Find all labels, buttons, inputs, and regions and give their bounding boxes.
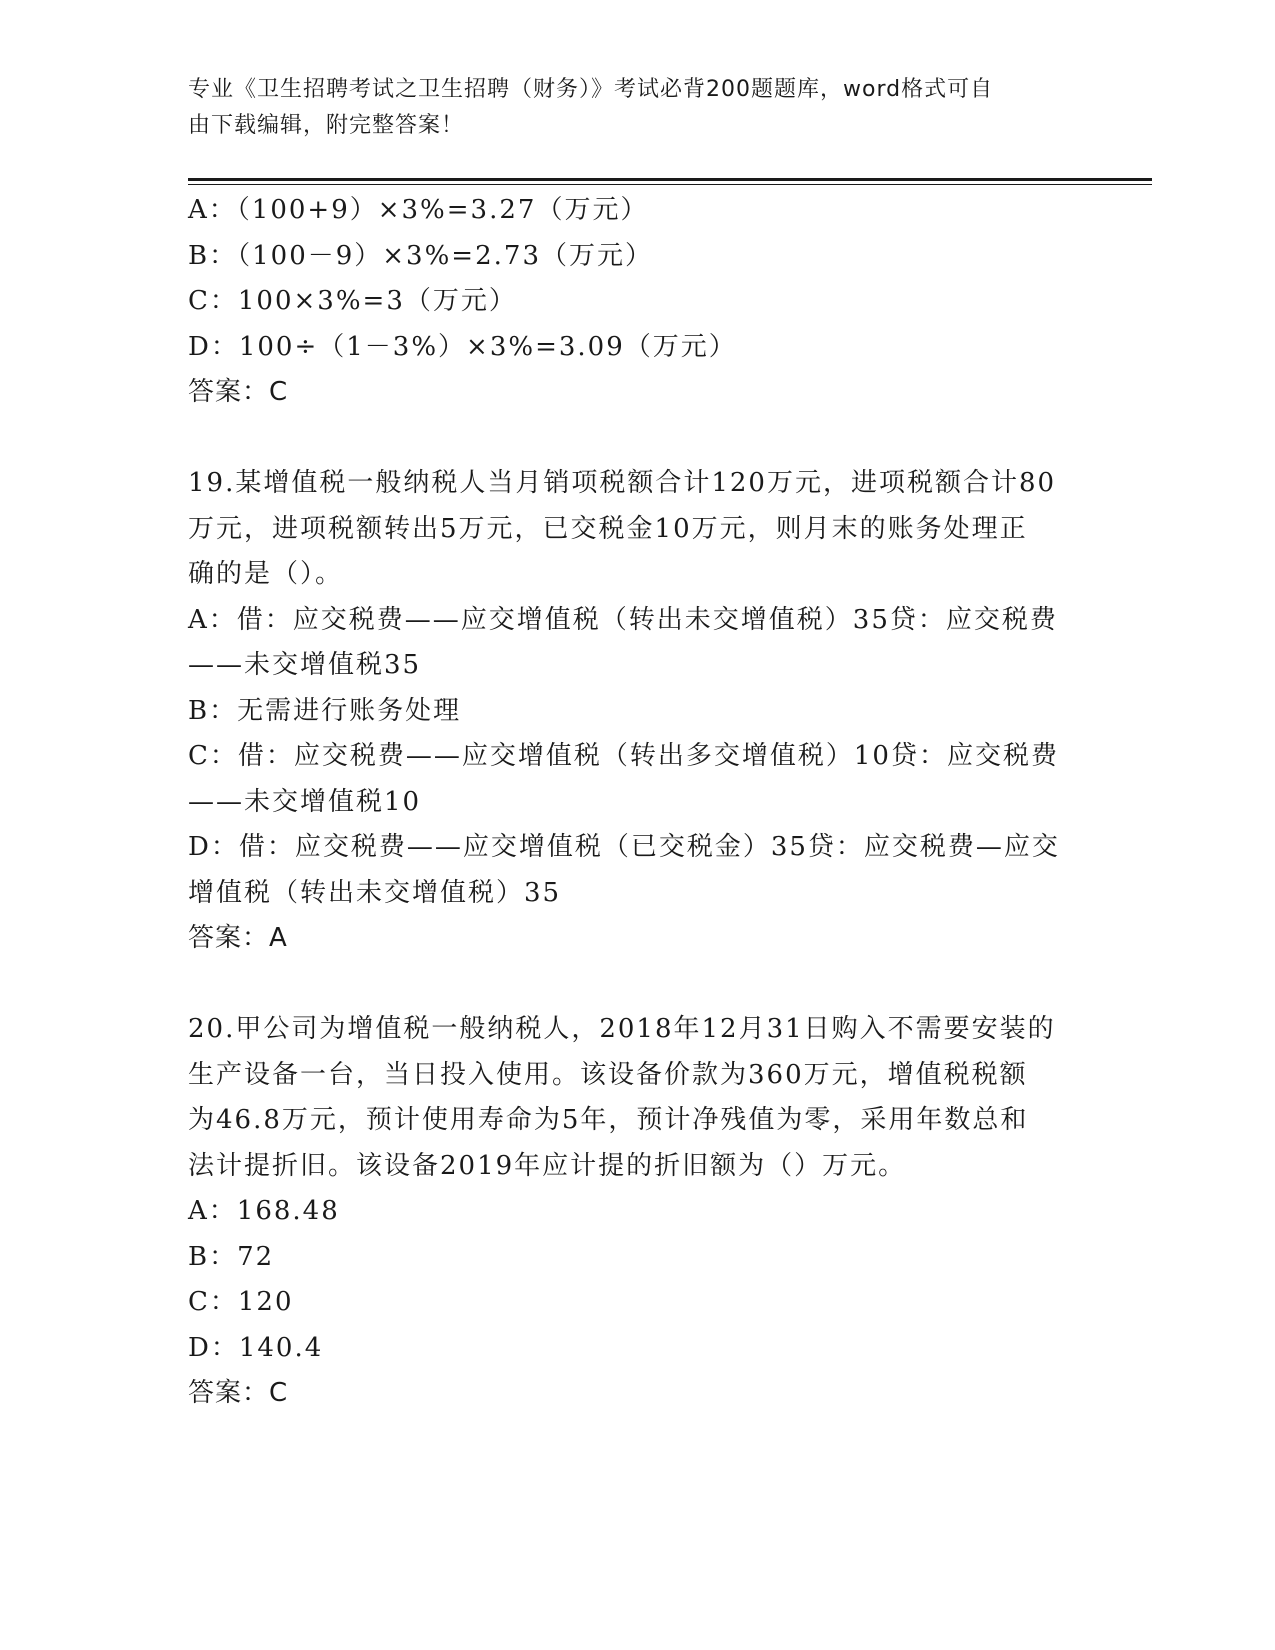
spacer xyxy=(188,416,1088,462)
q18-option-c: C：100×3%=3（万元） xyxy=(188,286,517,316)
q19-stem-line-3: 确的是（）。 xyxy=(188,559,344,589)
header-rule-thick xyxy=(188,178,1152,181)
q20-stem-line-1: 20.甲公司为增值税一般纳税人，2018年12月31日购入不需要安装的 xyxy=(188,1014,1056,1044)
q20-answer: 答案：C xyxy=(188,1378,289,1408)
q18-option-a: A：（100+9）×3%=3.27（万元） xyxy=(188,195,649,225)
q19-option-b: B：无需进行账务处理 xyxy=(188,695,462,726)
document-body xyxy=(188,188,1088,1417)
q19-option-c-line-1: C：借：应交税费——应交增值税（转出多交增值税）10贷：应交税费 xyxy=(188,741,1059,771)
q20-stem-line-4: 法计提折旧。该设备2019年应计提的折旧额为（）万元。 xyxy=(188,1150,907,1181)
spacer xyxy=(188,962,1088,1008)
q20-option-c: C：120 xyxy=(188,1287,294,1317)
q19-option-a-line-1: A：借：应交税费——应交增值税（转出未交增值税）35贷：应交税费 xyxy=(188,604,1058,635)
q19-option-d-line-2: 增值税（转出未交增值税）35 xyxy=(188,877,562,908)
document-header xyxy=(188,72,1088,144)
question-20 xyxy=(188,1007,1088,1417)
q20-stem-line-3: 为46.8万元，预计使用寿命为5年，预计净残值为零，采用年数总和 xyxy=(188,1105,1029,1135)
q19-answer: 答案：A xyxy=(188,923,288,953)
q19-option-c-line-2: ——未交增值税10 xyxy=(188,786,422,817)
q18-option-b: B：（100－9）×3%=2.73（万元） xyxy=(188,240,653,271)
q19-option-a-line-2: ——未交增值税35 xyxy=(188,650,422,680)
question-18 xyxy=(188,188,1088,416)
q20-option-a: A：168.48 xyxy=(188,1196,340,1226)
q20-stem-line-2: 生产设备一台，当日投入使用。该设备价款为360万元，增值税税额 xyxy=(188,1059,1028,1090)
q19-option-d-line-1: D：借：应交税费——应交增值税（已交税金）35贷：应交税费—应交 xyxy=(188,832,1060,862)
q20-option-d: D：140.4 xyxy=(188,1332,324,1363)
header-line-1: 专业《卫生招聘考试之卫生招聘（财务）》考试必背200题题库，word格式可自 xyxy=(188,77,994,102)
q19-stem-line-1: 19.某增值税一般纳税人当月销项税额合计120万元，进项税额合计80 xyxy=(188,468,1057,498)
q18-answer: 答案：C xyxy=(188,377,289,407)
q20-option-b: B：72 xyxy=(188,1241,275,1272)
header-line-2: 由下载编辑，附完整答案！ xyxy=(188,113,465,138)
question-19 xyxy=(188,461,1088,962)
header-rule-thin xyxy=(188,184,1152,185)
q19-stem-line-2: 万元，进项税额转出5万元，已交税金10万元，则月末的账务处理正 xyxy=(188,513,1028,544)
q18-option-d: D：100÷（1－3%）×3%=3.09（万元） xyxy=(188,331,737,362)
